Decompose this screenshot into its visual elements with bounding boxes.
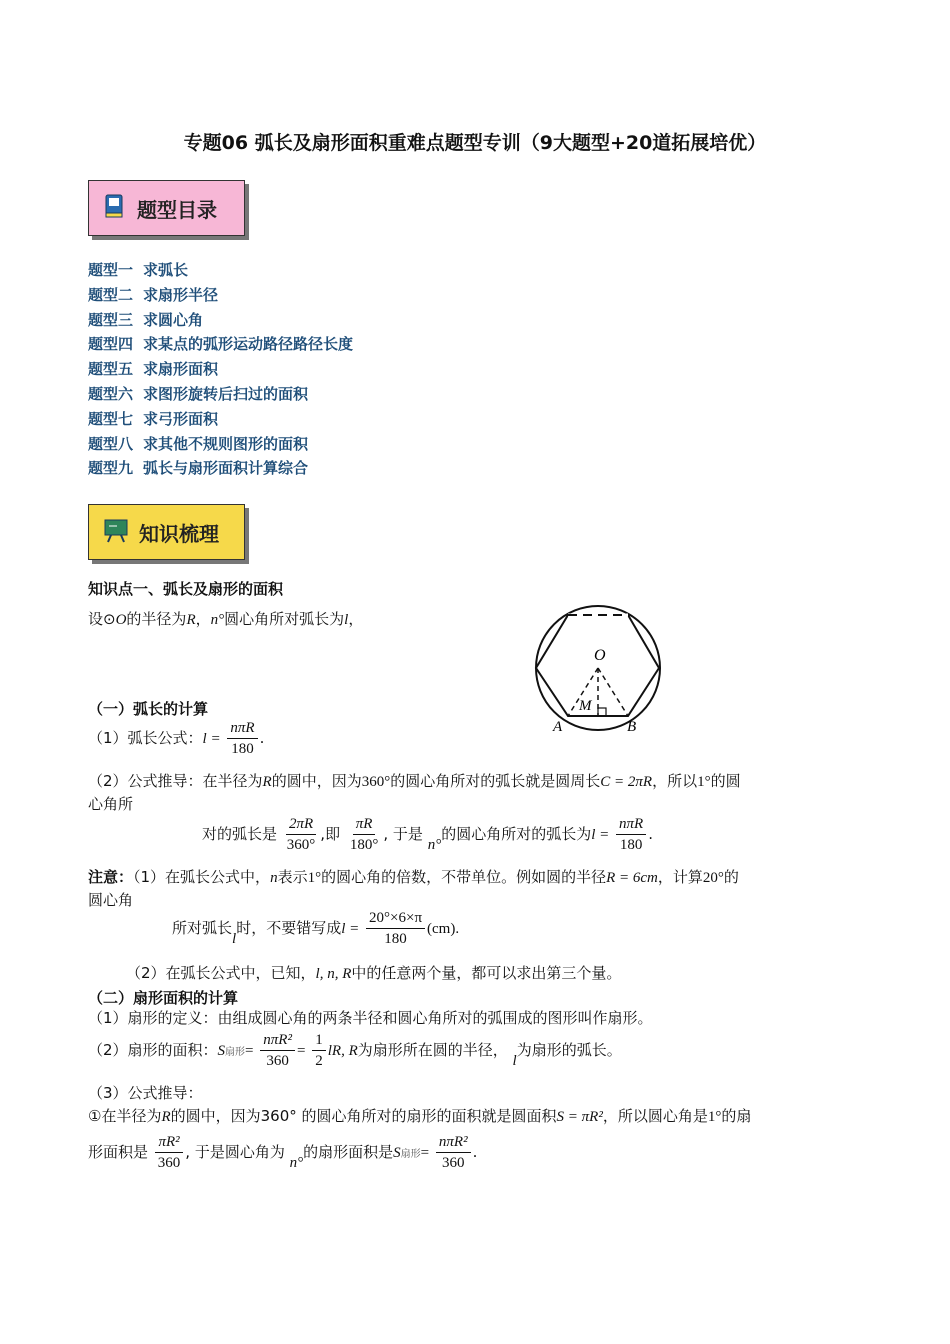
toc-item[interactable]: 题型四 求某点的弧形运动路径路径长度 (88, 335, 354, 354)
book-icon (103, 193, 127, 223)
arc-formula: （1）弧长公式：l = $\frac{\text{nπR}}{180}$ . (88, 720, 265, 757)
toc-item[interactable]: 题型二 求扇形半径 (88, 285, 219, 304)
toc-item[interactable]: 题型九 弧长与扇形面积计算综合 (88, 459, 309, 478)
knowledge-badge (88, 504, 245, 560)
toc-item[interactable]: 题型八 求其他不规则图形的面积 (88, 434, 309, 453)
page-title: 专题06 弧长及扇形面积重难点题型专训（9大题型+20道拓展培优） (183, 132, 767, 154)
subheading-sector: （二）扇形面积的计算 (88, 989, 239, 1007)
sector-area-formula: （2）扇形的面积：S扇形= $\frac{\text{nπR²}}{360}$ = $\frac{1}{2}$ lR, R为扇形所在圆的半径， l为扇形的弧长。 (88, 1032, 622, 1069)
note-line-4: （2）在弧长公式中，已知，l, n, R中的任意两个量，都可以求出第三个量。 (126, 964, 622, 982)
sector-derivation-line: ①在半径为R的圆中，因为360° 的圆心角所对的扇形的面积就是圆面积S = πR²，所以圆心角是1°的扇 (88, 1107, 752, 1125)
blackboard-icon (103, 517, 129, 547)
hexagon-outline (536, 615, 659, 716)
toc-badge-label: 题型目录 (137, 197, 217, 222)
label-m: M (579, 698, 592, 714)
toc-item[interactable]: 题型一 求弧长 (88, 261, 189, 279)
note-line-3: 所对弧长l时，不要错写成l = $\frac{20^\circ\times 6\times\pi}{180}$ (cm). (172, 910, 460, 947)
toc-item[interactable]: 题型六 求图形旋转后扫过的面积 (88, 384, 309, 403)
note-line: 注意：（1）在弧长公式中，n表示1°的圆心角的倍数，不带单位。例如圆的半径R = 6cm，计算20°的 (88, 868, 739, 886)
section-heading: 知识点一、弧长及扇形的面积 (88, 580, 284, 598)
toc-list (88, 258, 353, 481)
subheading-arc: （一）弧长的计算 (88, 700, 209, 718)
circle-hexagon-figure (528, 600, 668, 740)
sector-definition: （1）扇形的定义：由组成圆心角的两条半径和圆心角所对的弧围成的图形叫作扇形。 (88, 1009, 653, 1027)
knowledge-badge-label: 知识梳理 (139, 521, 219, 546)
label-o: O (594, 647, 606, 664)
toc-item[interactable]: 题型七 求弓形面积 (88, 409, 219, 428)
label-a: A (553, 719, 563, 735)
sector-derivation-line-2: 形面积是 $\frac{\text{πR²}}{360}$ , 于是圆心角为 n°的扇形面积是S扇形= $\frac{\text{nπR²}}{360}$ . (88, 1134, 478, 1171)
label-b: B (627, 719, 637, 735)
derivation-line: （2）公式推导：在半径为R的圆中，因为360°的圆心角所对的弧长就是圆周长C = 2πR，所以1°的圆 (88, 772, 741, 790)
note-line-2: 圆心角 (88, 891, 134, 909)
right-angle-mark (598, 708, 606, 716)
derivation-line-2: 心角所 (88, 795, 134, 813)
sector-derivation-label: （3）公式推导： (88, 1084, 203, 1102)
toc-item[interactable]: 题型五 求扇形面积 (88, 360, 219, 379)
derivation-line-3: 对的弧长是 $\frac{2\pi R}{360^\circ}$ ,即 $\frac{\pi R}{180^\circ}$ , 于是 n°的圆心角所对的弧长为l = $\frac{\text{nπR}}{180}$ . (202, 816, 653, 853)
intro-line: 设⊙O的半径为R，n°圆心角所对弧长为l， (88, 610, 364, 628)
radius-ob (598, 668, 628, 716)
toc-badge (88, 180, 245, 236)
toc-item[interactable]: 题型三 求圆心角 (88, 310, 204, 329)
